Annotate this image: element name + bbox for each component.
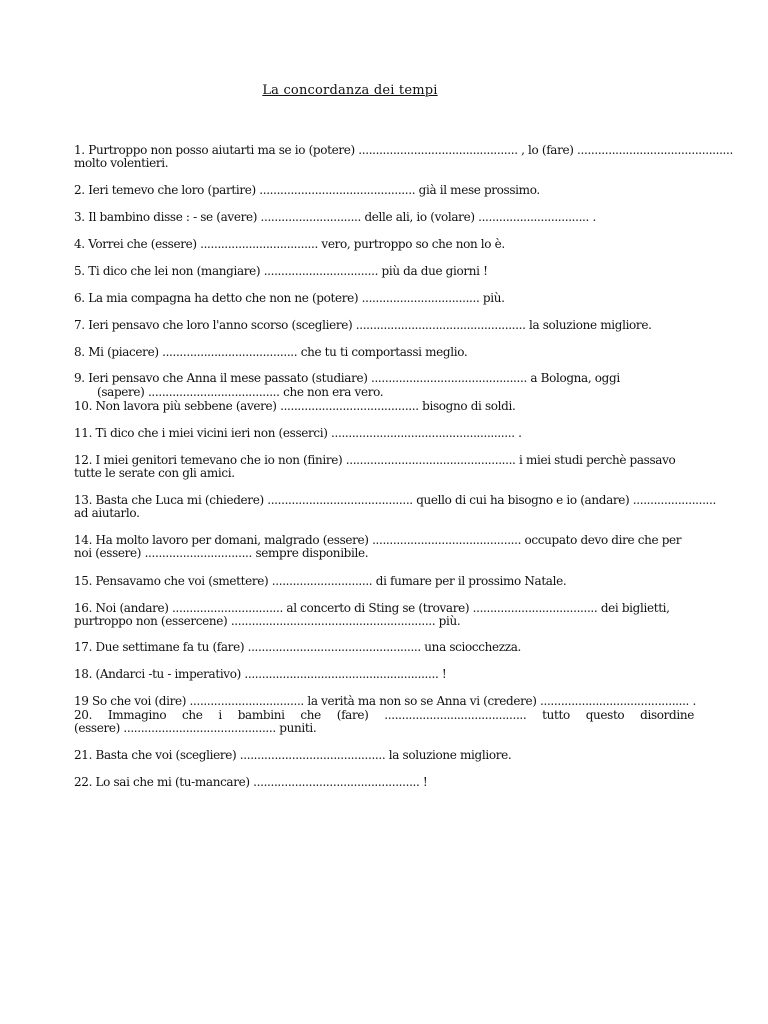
exercise-line-14: 14. Ha molto lavoro per domani, malgrado (essere) ........................................... occupato devo dire che per bbox=[74, 533, 682, 547]
exercise-line-12: 12. I miei genitori temevano che io non (finire) ................................................. i miei studi perchè passavo bbox=[74, 453, 676, 467]
exercise-line-10: 10. Non lavora più sebbene (avere) ........................................ bisogno di soldi. bbox=[74, 399, 516, 413]
exercise-line-13-cont: ad aiutarlo. bbox=[74, 506, 140, 520]
exercise-line-20: 20. Immagino che i bambini che (fare) ......................................... tutto questo disordine bbox=[74, 708, 694, 722]
exercise-line-9-cont: (sapere) ...................................... che non era vero. bbox=[97, 385, 384, 399]
exercise-line-5: 5. Ti dico che lei non (mangiare) ................................. più da due giorni ! bbox=[74, 264, 488, 278]
page-title: La concordanza dei tempi bbox=[262, 83, 438, 98]
exercise-line-8: 8. Mi (piacere) ....................................... che tu ti comportassi meglio. bbox=[74, 345, 468, 359]
exercise-line-18: 18. (Andarci -tu - imperativo) ........................................................ ! bbox=[74, 667, 447, 681]
exercise-line-3: 3. Il bambino disse : - se (avere) ............................. delle ali, io (volare) ................................ . bbox=[74, 210, 596, 224]
exercise-line-2: 2. Ieri temevo che loro (partire) ............................................. già il mese prossimo. bbox=[74, 183, 540, 197]
exercise-line-11: 11. Ti dico che i miei vicini ieri non (esserci) ..................................................... . bbox=[74, 426, 522, 440]
exercise-line-7: 7. Ieri pensavo che loro l'anno scorso (scegliere) ................................................. la soluzione migliore. bbox=[74, 318, 652, 332]
exercise-line-17: 17. Due settimane fa tu (fare) .................................................. una sciocchezza. bbox=[74, 640, 521, 654]
exercise-line-9: 9. Ieri pensavo che Anna il mese passato (studiare) ............................................. a Bologna, oggi bbox=[74, 371, 620, 385]
exercise-line-6: 6. La mia compagna ha detto che non ne (potere) .................................. più. bbox=[74, 291, 505, 305]
exercise-line-13: 13. Basta che Luca mi (chiedere) .......................................... quello di cui ha bisogno e io (andare) ........................ bbox=[74, 493, 716, 507]
exercise-line-16: 16. Noi (andare) ................................ al concerto di Sting se (trovare) .................................... dei biglietti, bbox=[74, 601, 670, 615]
exercise-line-14-cont: noi (essere) ............................... sempre disponibile. bbox=[74, 546, 369, 560]
exercise-line-20-cont: (essere) ............................................ puniti. bbox=[74, 721, 317, 735]
exercise-line-1-cont: molto volentieri. bbox=[74, 156, 169, 170]
exercise-line-12-cont: tutte le serate con gli amici. bbox=[74, 466, 235, 480]
exercise-line-15: 15. Pensavamo che voi (smettere) ............................. di fumare per il prossimo Natale. bbox=[74, 574, 567, 588]
exercise-line-4: 4. Vorrei che (essere) .................................. vero, purtroppo so che non lo è. bbox=[74, 237, 505, 251]
exercise-line-16-cont: purtroppo non (essercene) ........................................................... più. bbox=[74, 614, 461, 628]
exercise-line-21: 21. Basta che voi (scegliere) .......................................... la soluzione migliore. bbox=[74, 748, 512, 762]
exercise-line-22: 22. Lo sai che mi (tu-mancare) ................................................ ! bbox=[74, 775, 428, 789]
exercise-line-1: 1. Purtroppo non posso aiutarti ma se io (potere) .............................................. , lo (fare) ............................................. bbox=[74, 143, 733, 157]
exercise-line-19: 19 So che voi (dire) ................................. la verità ma non so se Anna vi (credere) ........................................... . bbox=[74, 694, 696, 708]
